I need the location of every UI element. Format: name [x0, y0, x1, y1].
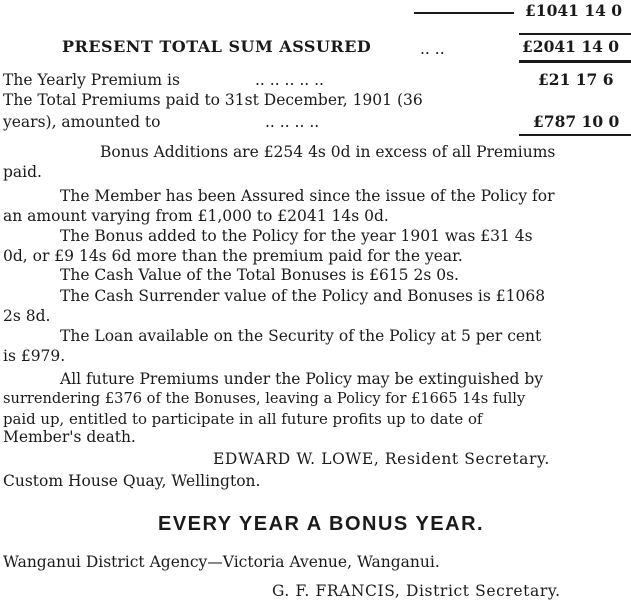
signature-address: Custom House Quay, Wellington. [3, 472, 261, 490]
loan-line1: The Loan available on the Security of the Policy at 5 per cent [60, 327, 542, 345]
present-total-label: PRESENT TOTAL SUM ASSURED [62, 37, 372, 56]
yearly-premium-label: The Yearly Premium is [3, 71, 180, 89]
total-premiums-line2: years), amounted to [3, 113, 161, 131]
total-premiums-dots: .. .. .. .. [265, 113, 320, 131]
signature-name: EDWARD W. LOWE, Resident Secretary. [213, 450, 550, 468]
surrender-line2: 2s 8d. [3, 307, 51, 325]
present-total-rule-bottom [519, 60, 631, 63]
top-amount: £1041 14 0 [525, 1, 623, 20]
bonus-added-line2: 0d, or £9 14s 6d more than the premium paid for the year. [3, 247, 463, 265]
agency-line: Wanganui District Agency—Victoria Avenue, Wanganui. [3, 553, 440, 571]
assured-line2: an amount varying from £1,000 to £2041 14s 0d. [3, 207, 389, 225]
future-line1: All future Premiums under the Policy may be extinguished by [60, 370, 544, 388]
yearly-premium-dots: .. .. .. .. .. [255, 71, 324, 89]
present-total-dots: .. .. [420, 40, 445, 58]
bonus-added-line1: The Bonus added to the Policy for the year 1901 was £31 4s [60, 227, 533, 245]
future-line3: paid up, entitled to participate in all future profits up to date of [3, 410, 483, 428]
future-line2: surrendering £376 of the Bonuses, leaving a Policy for £1665 14s fully [3, 390, 526, 407]
present-total-amount: £2041 14 0 [522, 37, 620, 56]
assured-line1: The Member has been Assured since the issue of the Policy for [60, 187, 555, 205]
present-total-rule-top [519, 33, 631, 35]
bonus-additions-line2: paid. [3, 163, 42, 181]
loan-line2: is £979. [3, 347, 66, 365]
surrender-line1: The Cash Surrender value of the Policy and Bonuses is £1068 [60, 287, 546, 305]
district-secretary: G. F. FRANCIS, District Secretary. [272, 582, 561, 600]
total-premiums-amount: £787 10 0 [533, 112, 620, 131]
bonus-additions-line1: Bonus Additions are £254 4s 0d in excess of all Premiums [100, 143, 556, 161]
banner-heading: EVERY YEAR A BONUS YEAR. [158, 513, 485, 535]
top-rule [414, 12, 514, 14]
total-premiums-rule [519, 134, 631, 136]
total-premiums-line1: The Total Premiums paid to 31st December, 1901 (36 [3, 91, 423, 109]
yearly-premium-amount: £21 17 6 [538, 70, 614, 89]
cash-value-line: The Cash Value of the Total Bonuses is £615 2s 0s. [60, 266, 459, 284]
future-line4: Member's death. [3, 428, 136, 446]
